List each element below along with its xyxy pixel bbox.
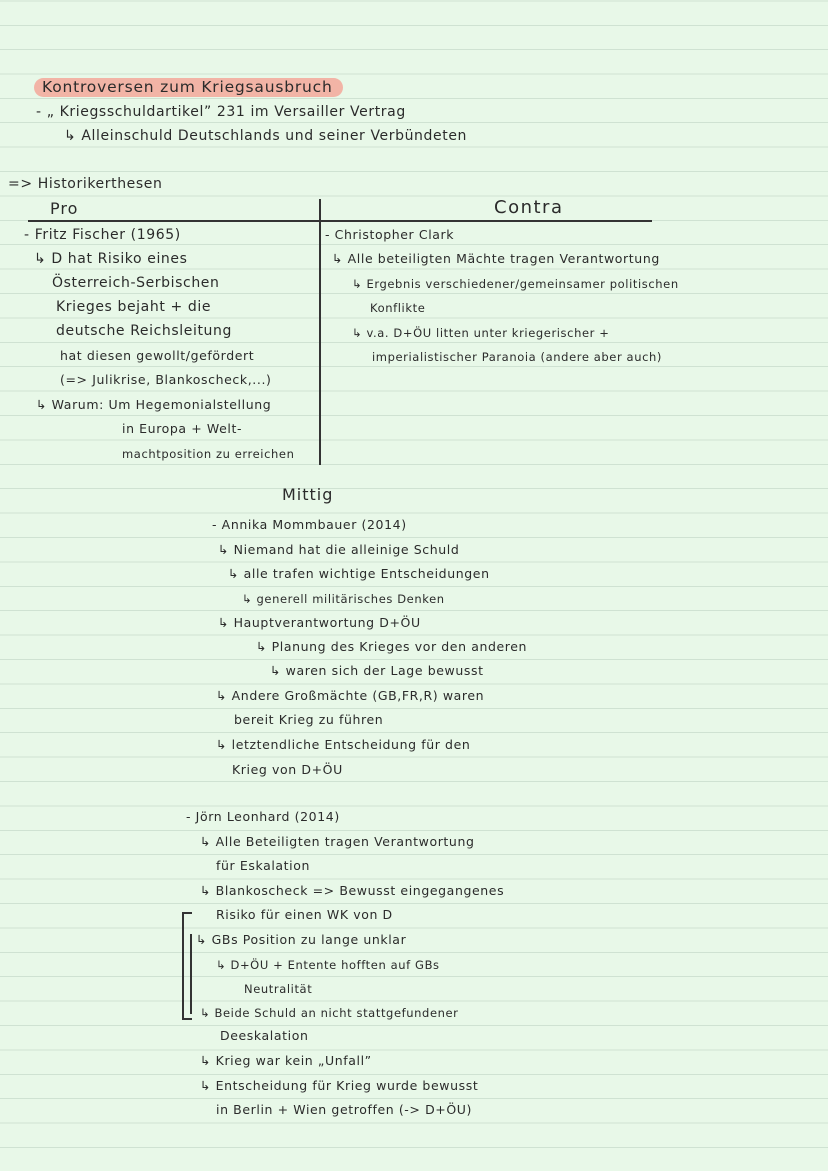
mombauer-line: ↳ Planung des Krieges vor den anderen (256, 639, 528, 654)
bracket-outer-top-tick (182, 912, 192, 914)
leonhard-line: ↳ D+ÖU + Entente hofften auf GBs (216, 958, 440, 972)
pro-line: in Europa + Welt- (122, 421, 243, 436)
leonhard-line: ↳ Beide Schuld an nicht stattgefundener (200, 1006, 459, 1020)
pro-line: ↳ D hat Risiko eines (34, 251, 188, 267)
contra-line: ↳ Ergebnis verschiedener/gemeinsamer politischen (352, 277, 679, 291)
pro-line: ↳ Warum: Um Hegemonialstellung (36, 397, 272, 412)
contra-line: ↳ v.a. D+ÖU litten unter kriegerischer + (352, 326, 610, 340)
page-title (34, 78, 343, 97)
contra-line: Konflikte (370, 301, 426, 315)
leonhard-line: Neutralität (244, 982, 313, 996)
bracket-inner (190, 934, 192, 1014)
leonhard-line: ↳ Krieg war kein „Unfall” (200, 1053, 372, 1068)
contra-line: ↳ Alle beteiligten Mächte tragen Verantwortung (332, 251, 660, 266)
mombauer-line: ↳ letztendliche Entscheidung für den (216, 737, 471, 752)
pro-line: Österreich-Serbischen (52, 275, 220, 291)
bracket-outer (182, 912, 184, 1020)
contra-line: imperialistischer Paranoia (andere aber auch) (372, 350, 662, 364)
leonhard-line: ↳ Alle Beteiligten tragen Verantwortung (200, 834, 475, 849)
leonhard-line: Deeskalation (220, 1028, 309, 1043)
table-header-divider (28, 220, 652, 222)
leonhard-line: - Jörn Leonhard (2014) (186, 809, 340, 824)
leonhard-line: Risiko für einen WK von D (216, 907, 393, 922)
mombauer-line: - Annika Mommbauer (2014) (212, 517, 407, 532)
pro-line: hat diesen gewollt/gefördert (60, 348, 255, 363)
pro-line: machtposition zu erreichen (122, 447, 295, 461)
leonhard-line: für Eskalation (216, 858, 311, 873)
contra-line: - Christopher Clark (325, 227, 455, 242)
mombauer-line: ↳ generell militärisches Denken (242, 592, 445, 606)
bracket-outer-bottom-tick (182, 1018, 192, 1020)
mombauer-line: bereit Krieg zu führen (234, 712, 384, 727)
pro-line: - Fritz Fischer (1965) (24, 227, 181, 243)
pro-header: Pro (50, 199, 79, 218)
mombauer-line: ↳ Hauptverantwortung D+ÖU (218, 615, 421, 630)
mombauer-line: Krieg von D+ÖU (232, 762, 343, 777)
middle-header: Mittig (282, 485, 334, 504)
mombauer-line: ↳ Andere Großmächte (GB,FR,R) waren (216, 688, 485, 703)
leonhard-line: ↳ Blankoscheck => Bewusst eingegangenes (200, 883, 505, 898)
mombauer-line: ↳ waren sich der Lage bewusst (270, 663, 484, 678)
title-highlight: Kontroversen zum Kriegsausbruch (34, 78, 343, 97)
contra-header: Contra (494, 197, 564, 218)
intro-line-2: ↳ Alleinschuld Deutschlands und seiner Verbündeten (64, 128, 468, 144)
leonhard-line: ↳ Entscheidung für Krieg wurde bewusst (200, 1078, 479, 1093)
table-column-divider (319, 199, 321, 465)
theses-label: => Historikerthesen (8, 176, 163, 192)
pro-line: Krieges bejaht + die (56, 299, 212, 315)
pro-line: (=> Julikrise, Blankoscheck,...) (60, 372, 272, 387)
mombauer-line: ↳ alle trafen wichtige Entscheidungen (228, 566, 490, 581)
mombauer-line: ↳ Niemand hat die alleinige Schuld (218, 542, 460, 557)
leonhard-line: in Berlin + Wien getroffen (-> D+ÖU) (216, 1102, 473, 1117)
intro-line-1: - „ Kriegsschuldartikel” 231 im Versailler Vertrag (36, 104, 406, 120)
pro-line: deutsche Reichsleitung (56, 323, 232, 339)
leonhard-line: ↳ GBs Position zu lange unklar (196, 932, 407, 947)
